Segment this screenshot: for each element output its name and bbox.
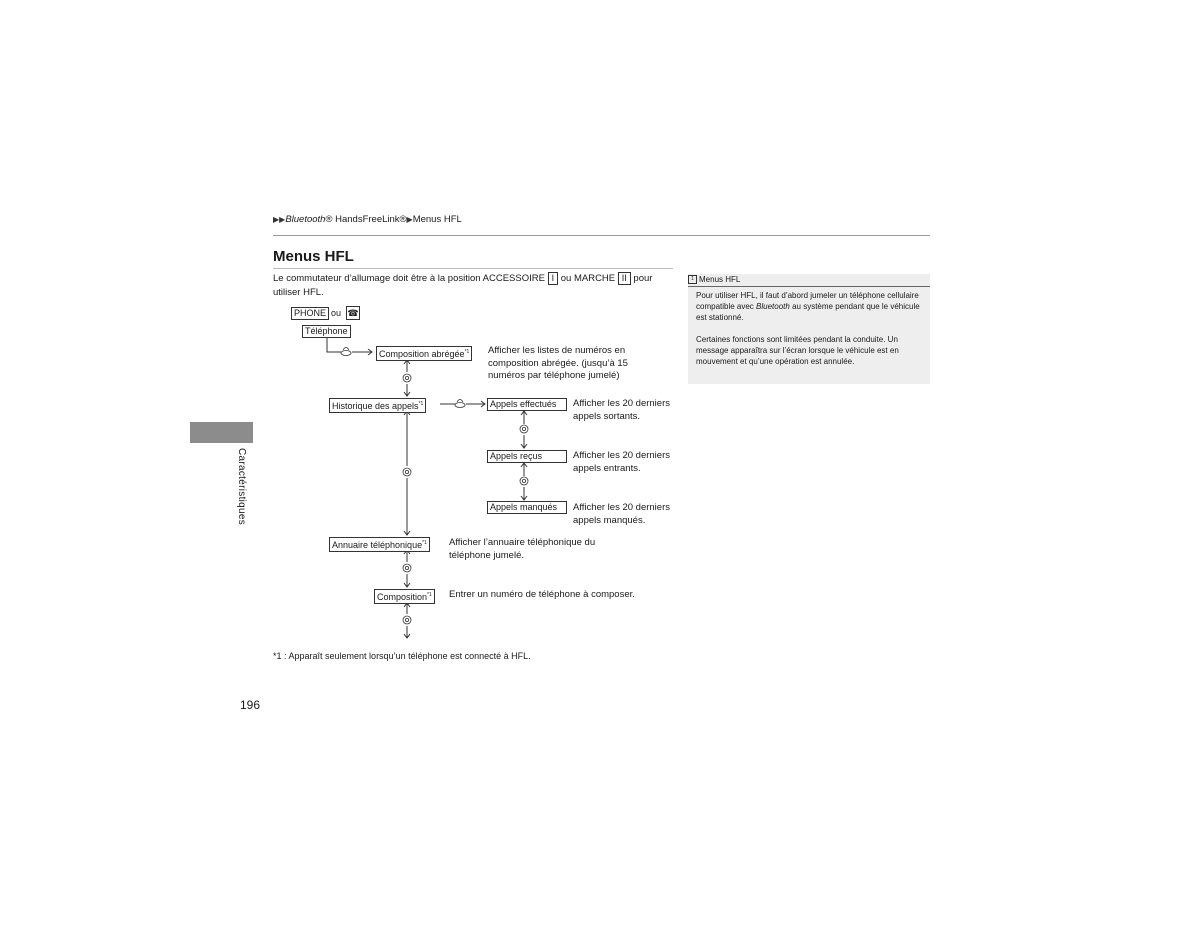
- sidebar-heading-text: Menus HFL: [699, 275, 741, 284]
- footnote: *1 : Apparaît seulement lorsqu’un téléphone est connecté à HFL.: [273, 651, 531, 661]
- speed-dial-description: Afficher les listes de numéros en composition abrégée. (jusqu’à 15 numéros par téléphone jumelé): [488, 345, 628, 381]
- dial-description: Entrer un numéro de téléphone à composer.: [449, 589, 635, 600]
- page-number: 196: [240, 698, 261, 712]
- menu-call-history-label: Historique des appels: [332, 401, 419, 411]
- intro-text-b: ou MARCHE: [560, 273, 616, 284]
- footnote-marker: *1: [418, 401, 424, 407]
- menu-incoming-calls[interactable]: Appels reçus: [487, 450, 567, 463]
- sidebar-p1-text-a: Pour utiliser HFL, il faut d’abord jumeler un téléphone cellulaire compatible avec: [696, 291, 919, 311]
- footnote-marker: *1: [464, 349, 470, 355]
- or-label: ou: [331, 308, 342, 318]
- note-marker-icon: 1: [688, 275, 697, 284]
- breadcrumb-arrow-icon: ▶: [406, 215, 413, 224]
- breadcrumb-current: Menus HFL: [412, 214, 462, 225]
- menu-speed-dial-label: Composition abrégée: [379, 349, 465, 359]
- menu-dial-label: Composition: [377, 592, 428, 602]
- menu-telephone[interactable]: Téléphone: [302, 325, 351, 338]
- phonebook-description: Afficher l’annuaire téléphonique du téléphone jumelé.: [449, 537, 596, 561]
- menu-call-history[interactable]: [329, 398, 426, 413]
- missed-description: Afficher les 20 derniers appels manqués.: [573, 502, 670, 526]
- sidebar-paragraph-1: [696, 290, 924, 323]
- sidebar-p1-bluetooth: Bluetooth: [756, 302, 790, 311]
- phone-button[interactable]: PHONE: [291, 307, 329, 320]
- menu-phonebook[interactable]: [329, 537, 430, 552]
- on-key: II: [618, 272, 631, 285]
- section-title: Menus HFL: [273, 248, 354, 265]
- sidebar-heading: [688, 274, 930, 287]
- chapter-tab[interactable]: [190, 422, 253, 443]
- breadcrumb-bluetooth[interactable]: Bluetooth: [285, 214, 326, 225]
- menu-outgoing-calls[interactable]: Appels effectués: [487, 398, 567, 411]
- footnote-marker: *1: [422, 540, 427, 546]
- incoming-description: Afficher les 20 derniers appels entrants.: [573, 450, 670, 474]
- menu-dial[interactable]: [374, 589, 435, 604]
- breadcrumb-arrow-icon: ▶▶: [273, 215, 286, 224]
- sidebar-paragraph-2: Certaines fonctions sont limitées pendant la conduite. Un message apparaîtra sur l’écran lorsque le véhicule est en mouvement et qu’une opération est annulée.: [696, 335, 899, 366]
- phone-handset-icon: ☎: [347, 308, 359, 318]
- footnote-marker: *1: [427, 592, 432, 598]
- intro-text-c: pour utiliser HFL.: [273, 273, 653, 298]
- menu-speed-dial[interactable]: [376, 346, 472, 361]
- menu-phonebook-label: Annuaire téléphonique: [332, 540, 423, 550]
- menu-missed-calls[interactable]: Appels manqués: [487, 501, 567, 514]
- outgoing-description: Afficher les 20 derniers appels sortants.: [573, 398, 670, 422]
- sidebar-p1-text-c: au système pendant que le véhicule est stationné.: [696, 302, 920, 322]
- accessory-key: I: [548, 272, 559, 285]
- pick-up-button[interactable]: [346, 306, 360, 320]
- breadcrumb-handsfreelink[interactable]: ® HandsFreeLink®: [325, 214, 407, 225]
- intro-text-a: Le commutateur d’allumage doit être à la position ACCESSOIRE: [273, 273, 545, 284]
- chapter-tab-label: Caractéristiques: [236, 448, 247, 526]
